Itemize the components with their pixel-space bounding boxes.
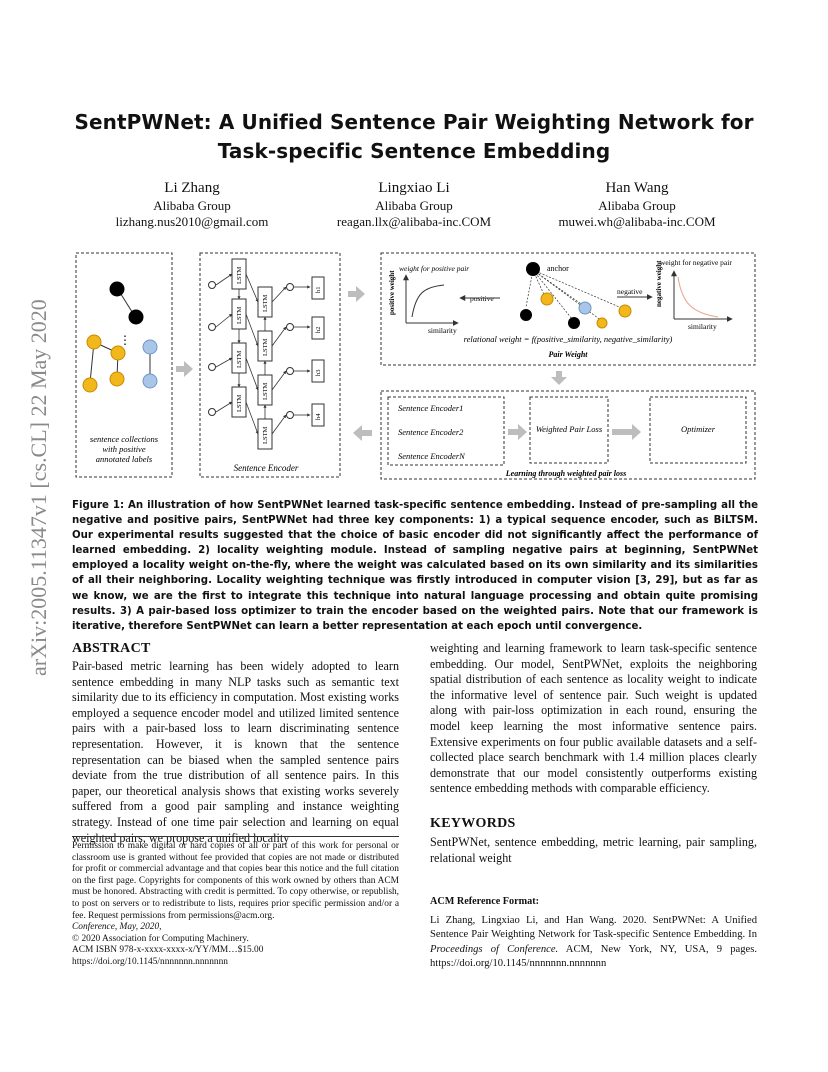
negative-node xyxy=(568,317,580,329)
positive-label: positive xyxy=(470,294,494,303)
author-affiliation: Alibaba Group xyxy=(153,198,231,213)
encoder-item: Sentence Encoder1 xyxy=(398,403,464,413)
flow-arrow-icon xyxy=(353,425,372,441)
lstm-cell-label: LSTM xyxy=(262,426,269,444)
permission-text: Permission to make digital or hard copies of all or part of this work for personal or classroom use is granted without fee provided that copies are not made or distributed for profit or commercial advantage and that copies bear this notice and the full citation on the first page. Copyrights for components of this work owned by others than ACM must be honored. Abstracting with credit is permitted. To copy otherwise, or republish, to post on servers or to redistribute to lists, requires prior specific permission and/or a fee. Request permissions from permissions@acm.org. xyxy=(72,841,399,921)
similarity-axis-label: similarity xyxy=(428,326,457,335)
optimizer-label: Optimizer xyxy=(681,424,715,434)
panel-a-label-line: with positive xyxy=(102,444,146,454)
author-block xyxy=(314,178,514,230)
author-email[interactable]: muwei.wh@alibaba-inc.COM xyxy=(558,214,716,229)
acm-ref-prefix: Li Zhang, Lingxiao Li, and Han Wang. 2020. SentPWNet: A Unified Sentence Pair Weighting Network for Task-specific Sentence Embedding. In xyxy=(430,914,757,941)
positive-node xyxy=(87,335,101,349)
positive-node xyxy=(111,346,125,360)
paper-title xyxy=(70,108,758,166)
pair-weight-label: Pair Weight xyxy=(548,350,588,359)
author-name: Lingxiao Li xyxy=(378,180,450,196)
flow-arrow-icon xyxy=(176,361,193,377)
other-class-node xyxy=(143,340,157,354)
author-block xyxy=(92,178,292,230)
negative-weight-axis-label: negative weight xyxy=(655,260,663,307)
author-affiliation: Alibaba Group xyxy=(375,198,453,213)
author-email[interactable]: reagan.llx@alibaba-inc.COM xyxy=(336,214,492,229)
author-email[interactable]: lizhang.nus2010@gmail.com xyxy=(115,214,269,229)
lstm-cell-label: LSTM xyxy=(236,350,243,368)
author-name: Han Wang xyxy=(605,180,669,196)
positive-node xyxy=(619,305,631,317)
sentence-encoder-panel xyxy=(200,253,340,477)
lstm-cell-label: LSTM xyxy=(262,382,269,400)
encoder-item: Sentence Encoder2 xyxy=(398,427,464,437)
similarity-axis-label: similarity xyxy=(688,322,717,331)
flow-arrow-icon xyxy=(612,424,641,440)
acm-ref-heading: ACM Reference Format: xyxy=(430,896,539,907)
lstm-cell-label: LSTM xyxy=(236,394,243,412)
figure-caption: Figure 1: An illustration of how SentPWNet learned task-specific sentence embedding. Instead of pre-sampling all the negative and positive pairs, SentPWNet had three key components: 1) a typical sequence encoder, such as BiLTSM. Our experimental results suggested that the choice of basic encoder did not significantly affect the performance of learned embedding. 2) locality weighting module. Instead of sampling negative pairs at beginning, SentPWNet employed a locality weight on-the-fly, where the weight was calculated based on its own similarity and its similarities of all their neighboring. Locality weighting technique was firstly introduced in computer vision [3, 29], but as far as we know, we are the first to integrate this technique into natural language processing and obtain quite promising results. 3) A pair-based loss optimizer to train the encoder based on the weighted pairs. Note that our framework is iterative, therefore SentPWNet can learn a better representation at each epoch until convergence. xyxy=(72,500,758,632)
encoder-item: Sentence EncoderN xyxy=(398,451,465,461)
positive-node xyxy=(597,318,607,328)
lstm-cell-label: LSTM xyxy=(236,266,243,284)
positive-node xyxy=(110,372,124,386)
title-line-2: Task-specific Sentence Embedding xyxy=(217,139,611,163)
hidden-label: h4 xyxy=(315,413,322,420)
author-name: Li Zhang xyxy=(164,180,220,196)
doi-link[interactable]: https://doi.org/10.1145/nnnnnnn.nnnnnnn xyxy=(72,956,228,967)
copyright-line: © 2020 Association for Computing Machinery. xyxy=(72,933,249,944)
weight-positive-label: weight for positive pair xyxy=(399,264,470,273)
sentence-collections-panel xyxy=(76,253,172,477)
acm-ref-suffix: ACM, New York, NY, USA, 9 pages. https://doi.org/10.1145/nnnnnnn.nnnnnnn xyxy=(430,943,758,970)
lstm-cell-label: LSTM xyxy=(236,306,243,324)
anchor-label: anchor xyxy=(547,264,569,273)
learning-panel-label: Learning through weighted pair loss xyxy=(505,469,627,478)
abstract-heading: ABSTRACT xyxy=(72,641,151,656)
isbn-line: ACM ISBN 978-x-xxxx-xxxx-x/YY/MM…$15.00 xyxy=(72,945,264,956)
ellipsis-text: ⋮ xyxy=(119,333,131,347)
pair-weight-panel xyxy=(381,253,755,365)
anchor-node xyxy=(110,282,125,297)
abstract-text-left: Pair-based metric learning has been widely adopted to learn sentence embedding in many NLP tasks such as semantic text similarity due to its efficiency in computation. Most existing works employed a sequence encoder model and utilized limited sentence pairs with a pair-based loss to learn discriminating sentence representation. However, it is known that the sentence representation can be biased when the sampled sentence pairs deviate from the true distribution of all sentence pairs. In this paper, our theoretical analysis shows that existing works severely suffered from a good pair sampling and instance weighting strategy. Instead of one time pair selection and learning on equal weighted pairs, we propose a unified locality xyxy=(72,659,399,845)
negative-label: negative xyxy=(617,287,643,296)
keywords-text: SentPWNet, sentence embedding, metric learning, pair sampling, relational weight xyxy=(430,835,757,865)
anchor-node xyxy=(129,310,144,325)
acm-reference xyxy=(430,894,757,972)
arxiv-id: arXiv:2005.11347v1 [cs.CL] 22 May 2020 xyxy=(26,299,51,676)
anchor-node xyxy=(526,262,540,276)
permission-notice xyxy=(72,836,399,969)
keywords-heading: KEYWORDS xyxy=(430,816,516,831)
hidden-label: h2 xyxy=(315,326,322,333)
author-block xyxy=(537,178,737,230)
other-class-node xyxy=(579,302,591,314)
panel-a-label-line: sentence collections xyxy=(89,434,159,444)
positive-weight-axis-label: positive weight xyxy=(388,270,396,315)
arxiv-stamp xyxy=(4,280,62,680)
learning-panel xyxy=(381,391,755,479)
conference-line: Conference, May, 2020, xyxy=(72,922,162,933)
other-class-node xyxy=(143,374,157,388)
lstm-cell-label: LSTM xyxy=(262,338,269,356)
loss-label: Weighted Pair Loss xyxy=(535,424,603,434)
author-affiliation: Alibaba Group xyxy=(598,198,676,213)
negative-node xyxy=(520,309,532,321)
positive-node xyxy=(83,378,97,392)
flow-arrow-icon xyxy=(551,371,567,385)
acm-ref-venue: Proceedings of Conference. xyxy=(430,943,559,955)
abstract-text-right: weighting and learning framework to learn task-specific sentence embedding. Our model, SentPWNet, exploits the neighboring spatial distribution of each sentence as locality weight to indicate the informative level of sentence pair. Such weight is updated along with pair-loss optimization in each round, ensuring the model keep learning the most informative sentence pairs. Extensive experiments on four public available datasets and a self-collected place search benchmark with 1.4 million places clearly demonstrate that our model consistently outperforms existing sentence embedding methods with comparable efficiency. xyxy=(430,641,757,796)
encoder-panel-label: Sentence Encoder xyxy=(233,463,299,473)
flow-arrow-icon xyxy=(508,424,527,440)
title-line-1: SentPWNet: A Unified Sentence Pair Weighting Network for xyxy=(74,110,754,134)
hidden-output-column xyxy=(312,277,324,426)
weight-negative-label: weight for negative pair xyxy=(660,258,732,267)
relational-formula: relational weight = f(positive_similarity, negative_similarity) xyxy=(463,334,673,344)
figure-1 xyxy=(72,247,760,487)
positive-node xyxy=(541,293,553,305)
hidden-label: h3 xyxy=(315,369,322,376)
panel-a-label-line: annotated labels xyxy=(95,454,153,464)
lstm-cell-label: LSTM xyxy=(262,294,269,312)
flow-arrow-icon xyxy=(348,286,365,302)
acm-ref-body xyxy=(430,914,757,972)
hidden-label: h1 xyxy=(315,286,322,293)
